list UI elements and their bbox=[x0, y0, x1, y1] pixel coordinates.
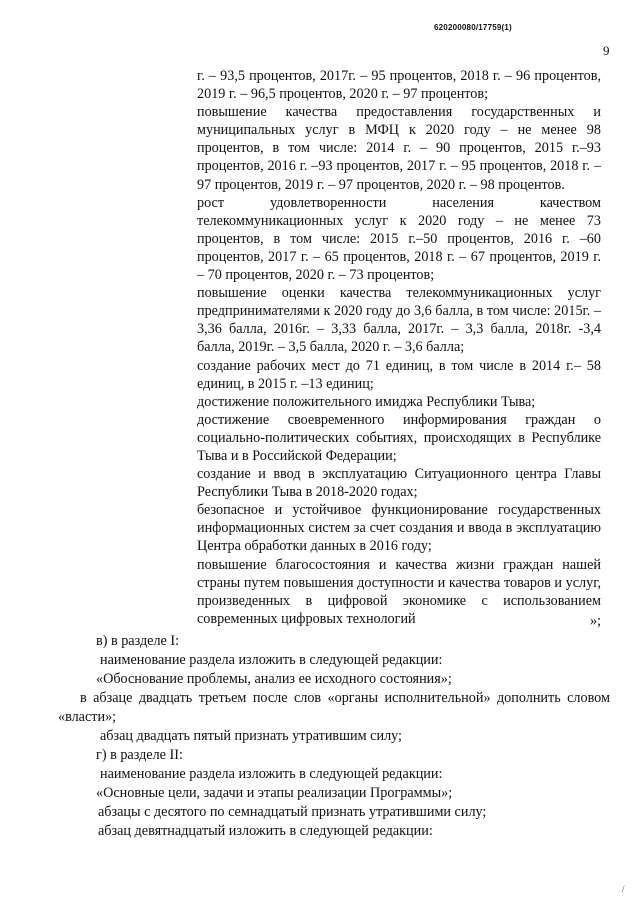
target-paragraph: создание рабочих мест до 71 единиц, в том числе в 2014 г.– 58 единиц, в 2015 г. –13 единиц; bbox=[197, 357, 601, 392]
target-paragraph: безопасное и устойчивое функционирование государственных информационных систем за счет создания и ввода в эксплуатацию Центра обработки данных в 2016 году; bbox=[197, 502, 601, 555]
target-paragraph: рост удовлетворенности населения качеством телекоммуникационных услуг к 2020 году – не менее 73 процентов, в том числе: 2015 г.–50 процентов, 2016 г. –60 процентов, 2017 г. – 65 процентов, 2018 г. – 67 процентов, 2019 г. – 70 процентов, 2020 г. – 73 процентов; bbox=[197, 194, 601, 284]
amendment-line: абзацы с десятого по семнадцатый признать утратившими силу; bbox=[98, 804, 487, 820]
amendment-line: наименование раздела изложить в следующей редакции: bbox=[100, 766, 443, 782]
targets-block bbox=[197, 67, 601, 628]
amendment-line: г) в разделе II: bbox=[96, 747, 183, 763]
target-paragraph: достижение своевременного информирования граждан о социально-политических событиях, происходящих в Республике Тыва и в Российской Федерации; bbox=[197, 411, 601, 464]
target-paragraph: повышение оценки качества телекоммуникационных услуг предпринимателями к 2020 году до 3,6 балла, в том числе: 2015г. – 3,36 балла, 2016г. – 3,33 балла, 2017г. – 3,3 балла, 2018г. -3,4 балла, 2019г. – 3,5 балла, 2020 г. – 3,6 балла; bbox=[197, 285, 601, 356]
amendment-line: абзац девятнадцатый изложить в следующей редакции: bbox=[98, 823, 433, 839]
amendment-line: абзац двадцать пятый признать утратившим силу; bbox=[100, 728, 402, 744]
target-paragraph: повышение благосостояния и качества жизни граждан нашей страны путем повышения доступности и качества товаров и услуг, произведенных в цифровой экономике с использованием современных цифровых технологий bbox=[197, 556, 601, 627]
page-number: 9 bbox=[603, 43, 610, 58]
corner-mark: / bbox=[622, 884, 625, 894]
amendment-line: «Основные цели, задачи и этапы реализации Программы»; bbox=[96, 785, 453, 801]
amendment-line: «Обоснование проблемы, анализ ее исходного состояния»; bbox=[96, 671, 452, 687]
target-paragraph: г. – 93,5 процентов, 2017г. – 95 процентов, 2018 г. – 96 процентов, 2019 г. – 96,5 процентов, 2020 г. – 97 процентов; bbox=[197, 68, 601, 103]
target-paragraph: повышение качества предоставления государственных и муниципальных услуг в МФЦ к 2020 году – не менее 98 процентов, в том числе: 2014 г. – 90 процентов, 2015 г.–93 процентов, 2016 г. –93 процентов, 2017 г. – 95 процентов, 2018 г. – 97 процентов, 2019 г. – 97 процентов, 2020 г. – 98 процентов. bbox=[197, 104, 601, 193]
document-id: 620200080/17759(1) bbox=[434, 23, 512, 32]
amendments-block bbox=[58, 632, 610, 841]
closing-quote: »; bbox=[590, 613, 602, 629]
amendment-line: в абзаце двадцать третьем после слов «органы исполнительной» дополнить словом «власти»; bbox=[58, 690, 610, 725]
amendment-line: в) в разделе I: bbox=[96, 633, 180, 649]
target-paragraph: достижение положительного имиджа Республики Тыва; bbox=[197, 393, 536, 410]
target-paragraph: создание и ввод в эксплуатацию Ситуационного центра Главы Республики Тыва в 2018-2020 годах; bbox=[197, 466, 601, 501]
amendment-line: наименование раздела изложить в следующей редакции: bbox=[100, 652, 443, 668]
